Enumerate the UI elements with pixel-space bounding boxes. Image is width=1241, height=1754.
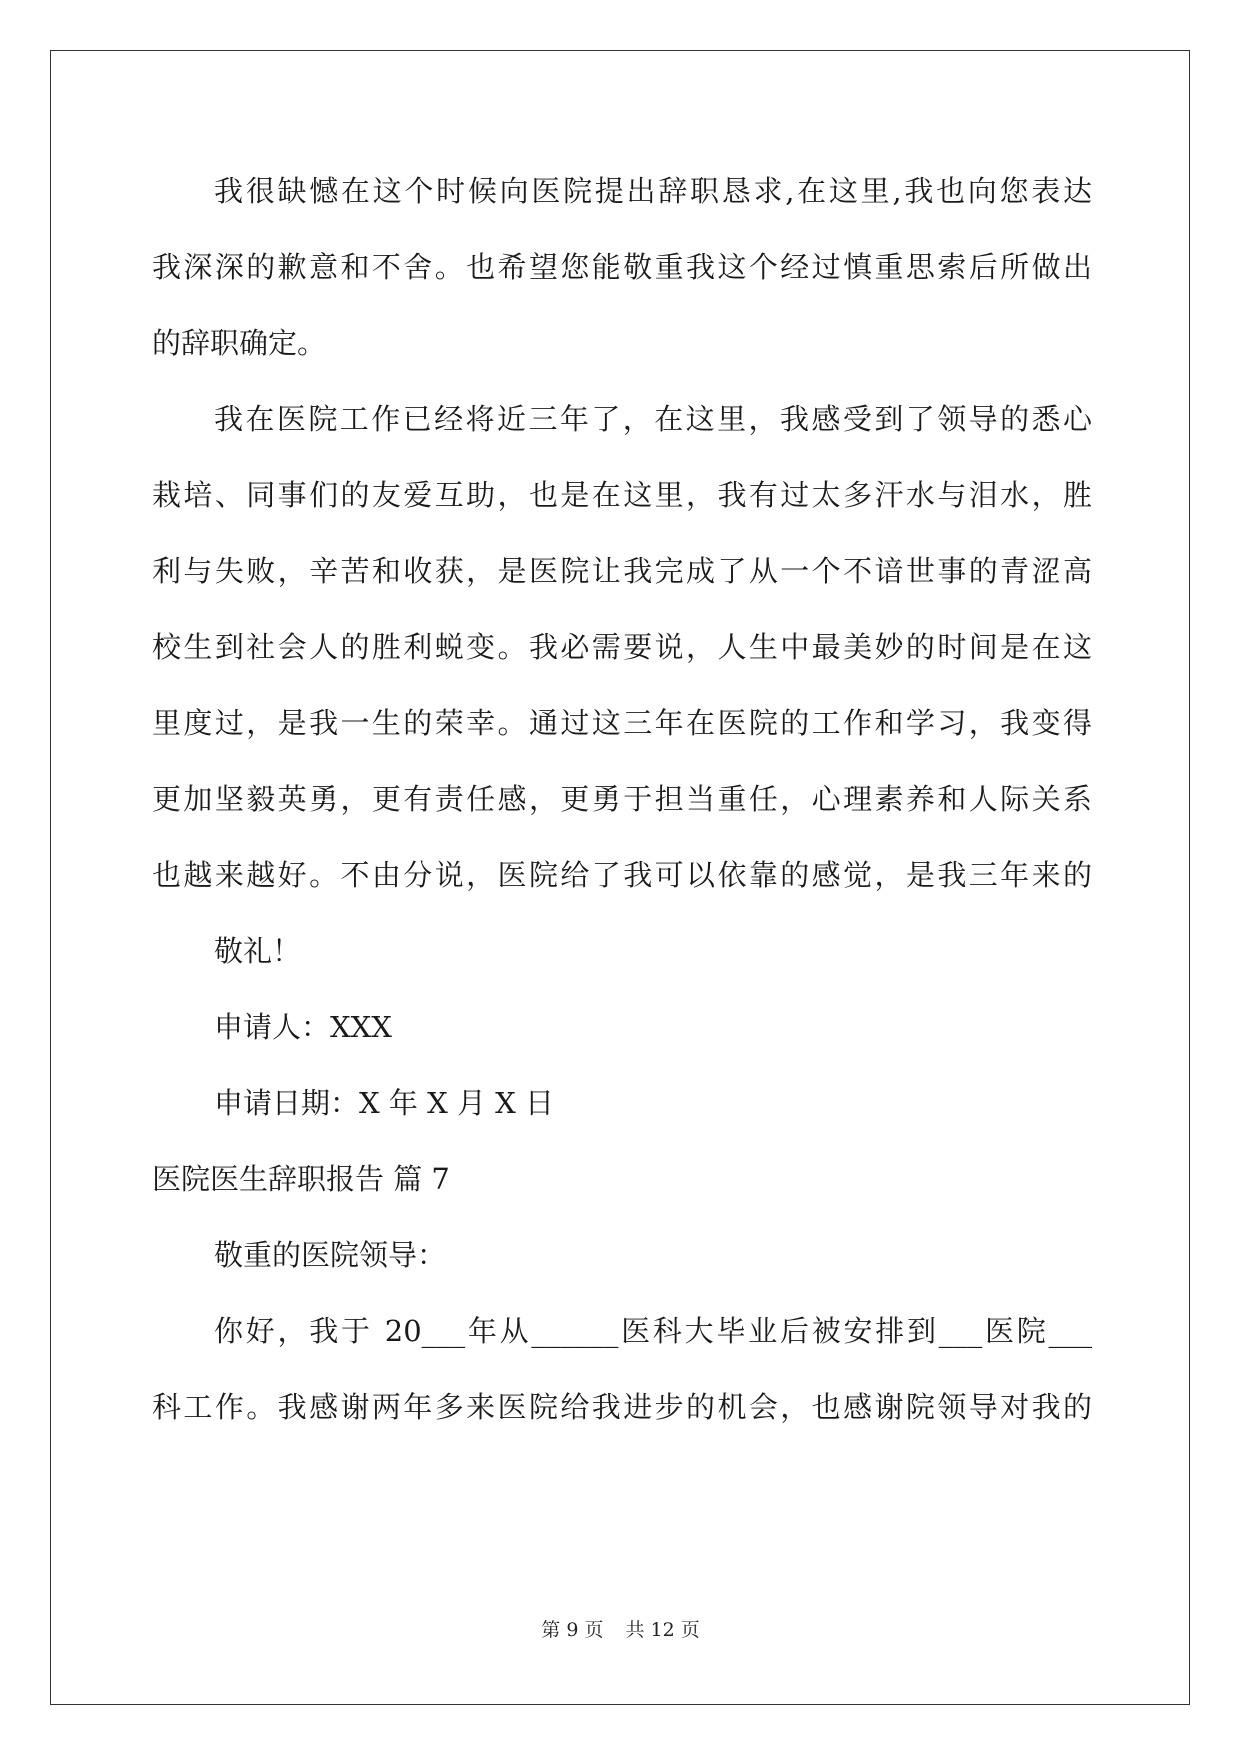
paragraph-line: 你好，我于 20___年从______医科大毕业后被安排到___医院___ xyxy=(214,1314,1092,1348)
paragraph-line: 科工作。我感谢两年多来医院给我进步的机会，也感谢院领导对我的 xyxy=(152,1390,1092,1424)
salutation: 敬重的医院领导： xyxy=(214,1238,447,1272)
paragraph-line: 我深深的歉意和不舍。也希望您能敬重我这个经过慎重思索后所做出 xyxy=(152,250,1092,284)
paragraph-line: 的辞职确定。 xyxy=(152,326,327,360)
page-footer xyxy=(0,1618,1241,1642)
paragraph-line: 里度过，是我一生的荣幸。通过这三年在医院的工作和学习，我变得 xyxy=(152,706,1092,740)
paragraph-line: 利与失败，辛苦和收获，是医院让我完成了从一个不谙世事的青涩高 xyxy=(152,554,1092,588)
section-heading: 医院医生辞职报告 篇 7 xyxy=(152,1162,450,1196)
page-total: 共 12 页 xyxy=(625,1619,700,1641)
paragraph-line: 更加坚毅英勇，更有责任感，更勇于担当重任，心理素养和人际关系 xyxy=(152,782,1092,816)
page-number: 第 9 页 xyxy=(541,1619,604,1641)
application-date-line: 申请日期：X 年 X 月 X 日 xyxy=(214,1086,555,1120)
paragraph-line: 校生到社会人的胜利蜕变。我必需要说，人生中最美妙的时间是在这 xyxy=(152,630,1092,664)
applicant-line: 申请人：XXX xyxy=(214,1010,392,1044)
paragraph-line: 栽培、同事们的友爱互助，也是在这里，我有过太多汗水与泪水，胜 xyxy=(152,478,1092,512)
paragraph-line: 我很缺憾在这个时候向医院提出辞职恳求,在这里,我也向您表达 xyxy=(214,174,1092,208)
paragraph-line: 我在医院工作已经将近三年了，在这里，我感受到了领导的悉心 xyxy=(214,402,1092,436)
paragraph-line: 也越来越好。不由分说，医院给了我可以依靠的感觉，是我三年来的 xyxy=(152,858,1092,892)
closing-salute: 敬礼！ xyxy=(214,934,302,968)
